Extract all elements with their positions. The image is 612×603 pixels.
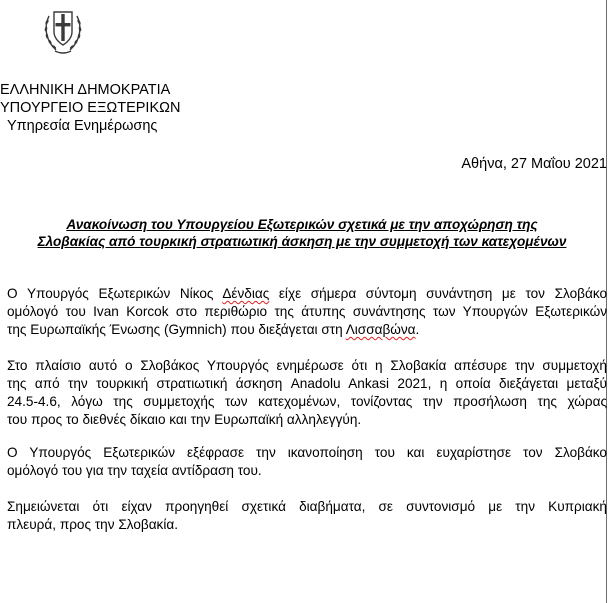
paragraph-demarches	[7, 498, 607, 534]
country-name: ΕΛΛΗΝΙΚΗ ΔΗΜΟΚΡΑΤΙΑ	[0, 82, 171, 98]
paragraph-line: της από την τουρκική στρατιωτική άσκηση Anadolu Ankasi 2021, η οποία διεξάγεται μεταξύ	[7, 376, 607, 391]
paragraph-line: Ο Υπουργός Εξωτερικών εξέφρασε την ικανοποίηση του και ευχαρίστησε τον Σλοβάκο	[7, 445, 607, 460]
paragraph-meeting	[7, 285, 607, 339]
title-line: Ανακοίνωση του Υπουργείου Εξωτερικών σχετικά με την αποχώρηση της	[66, 217, 538, 232]
paragraph-line: Σημειώνεται ότι είχαν προηγηθεί σχετικά διαβήματα, σε συντονισμό με την Κυπριακή	[7, 499, 607, 514]
text-span: της Ευρωπαϊκής Ένωσης (Gymnich) που διεξάγεται στη	[7, 322, 346, 337]
text-span: Ο Υπουργός Εξωτερικών Νίκος	[7, 286, 223, 301]
paragraph-line: του προς το διεθνές δίκαιο και την Ευρωπαϊκή αλληλεγγύη.	[7, 412, 362, 427]
text-span: .	[415, 322, 420, 337]
paragraph-withdrawal	[7, 357, 607, 429]
paragraph-line	[7, 285, 607, 303]
date-line: Αθήνα, 27 Μαΐου 2021	[461, 156, 607, 172]
title-line: Σλοβακίας από τουρκική στρατιωτική άσκηση με την συμμετοχή των κατεχομένων	[37, 234, 567, 249]
paragraph-thanks	[7, 444, 607, 480]
paragraph-line: πλευρά, προς την Σλοβακία.	[7, 517, 179, 532]
ministry-header	[0, 81, 180, 135]
service-name: Υπηρεσία Ενημέρωσης	[7, 118, 158, 134]
paragraph-line: ομόλογό του Ivan Korcok στο περιθώριο της άτυπης συνάντησης των Υπουργών Εξωτερικών	[7, 304, 607, 319]
ministry-name: ΥΠΟΥΡΓΕΙΟ ΕΞΩΤΕΡΙΚΩΝ	[0, 100, 181, 116]
text-span: είχε σήμερα σύντομη συνάντηση με τον Σλοβάκο	[269, 286, 608, 301]
paragraph-line	[7, 321, 607, 339]
paragraph-line: Στο πλαίσιο αυτό ο Σλοβάκος Υπουργός ενημέρωσε ότι η Σλοβακία απέσυρε την συμμετοχή	[7, 358, 607, 373]
spellcheck-word: Δένδιας	[222, 286, 270, 301]
greek-coat-of-arms-icon	[40, 4, 86, 56]
paragraph-line: ομόλογό του για την ταχεία αντίδραση του.	[7, 463, 262, 478]
paragraph-line: 24.5-4.6, λόγω της συμμετοχής των κατεχομένων, τονίζοντας την προσήλωση της χώρας	[7, 394, 607, 409]
spellcheck-word: Λισσαβώνα	[345, 322, 416, 337]
announcement-title	[0, 216, 604, 250]
